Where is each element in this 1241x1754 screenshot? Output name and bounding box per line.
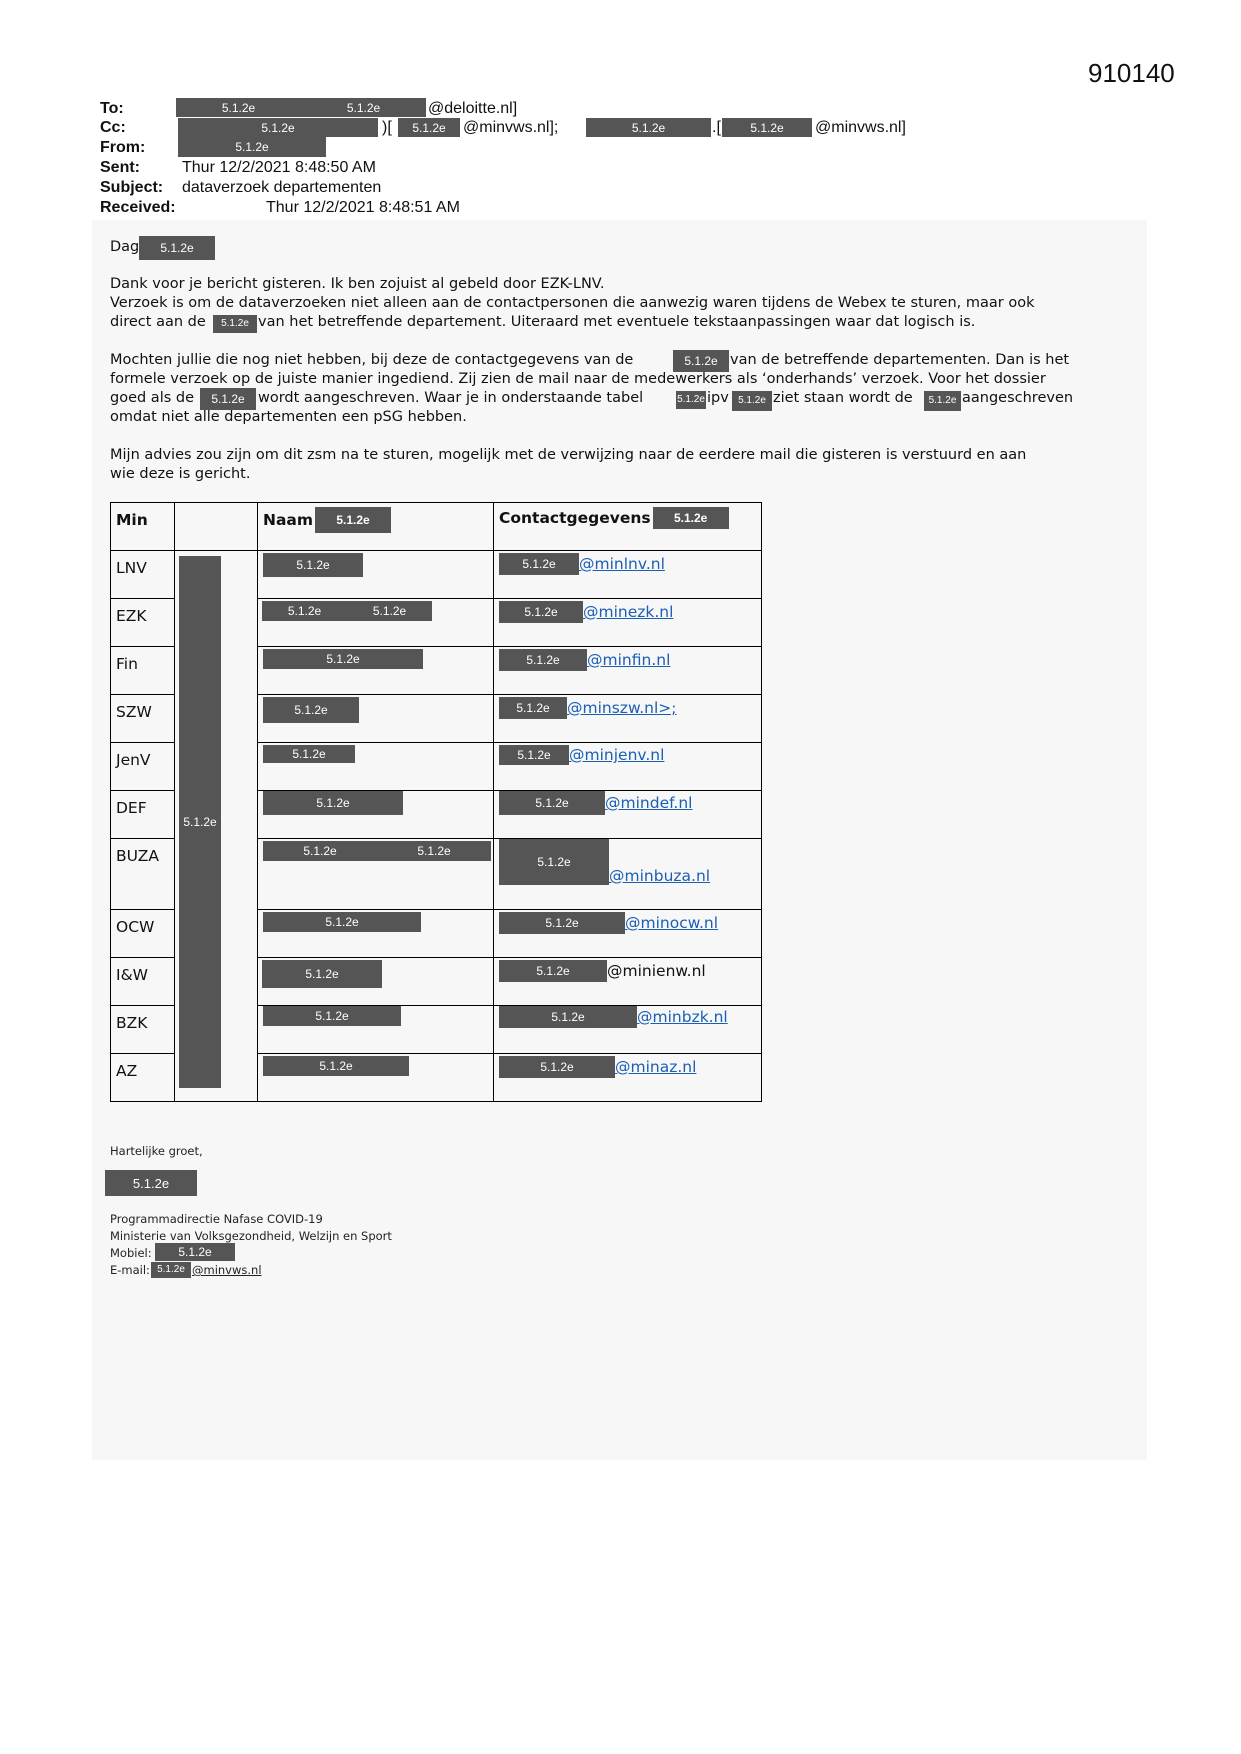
email-domain-link[interactable]: @minbuza.nl bbox=[609, 867, 711, 885]
redaction-p2-1: 5.1.2e bbox=[673, 350, 729, 372]
redaction-name: 5.1.2e bbox=[263, 791, 403, 815]
redaction-signature-name: 5.1.2e bbox=[105, 1170, 197, 1196]
para3-line1: Mijn advies zou zijn om dit zsm na te sturen, mogelijk met de verwijzing naar de eerdere mail die gisteren is verstuurd en aan bbox=[110, 447, 1027, 463]
redaction-name: 5.1.2e bbox=[263, 1006, 401, 1026]
redaction-greeting: 5.1.2e bbox=[139, 236, 215, 260]
email-domain-link[interactable]: @minjenv.nl bbox=[569, 746, 665, 764]
email-domain-link[interactable]: @minaz.nl bbox=[615, 1058, 697, 1076]
redaction-email: 5.1.2e bbox=[499, 697, 567, 719]
email-domain-link[interactable]: @minocw.nl bbox=[625, 914, 719, 932]
header-contact bbox=[494, 503, 762, 551]
org-line-1: Programmadirectie Nafase COVID-19 bbox=[110, 1212, 323, 1226]
row-min: OCW bbox=[116, 918, 155, 936]
redaction-email: 5.1.2e bbox=[499, 960, 607, 982]
email-domain-link[interactable]: @minlnv.nl bbox=[579, 555, 665, 573]
redaction-p2-3: 5.1.2e bbox=[676, 391, 706, 409]
redaction-cc-2: 5.1.2e bbox=[398, 118, 460, 137]
para1-line2: Verzoek is om de dataverzoeken niet alleen aan de contactpersonen die aanwezig waren tijdens de Webex te sturen, maar ook bbox=[110, 295, 1035, 311]
para1-line1: Dank voor je bericht gisteren. Ik ben zojuist al gebeld door EZK-LNV. bbox=[110, 276, 605, 292]
email-label: E-mail: bbox=[110, 1263, 150, 1277]
to-label: To: bbox=[100, 100, 124, 117]
email-domain-link[interactable]: @minbzk.nl bbox=[637, 1008, 728, 1026]
redaction-cc-1: 5.1.2e bbox=[178, 118, 378, 137]
received-value: Thur 12/2/2021 8:48:51 AM bbox=[266, 199, 460, 216]
header-min bbox=[111, 503, 175, 551]
para2-line2: formele verzoek op de juiste manier ingediend. Zij zien de mail naar de medewerkers als ‘onderhands’ verzoek. Voor het dossier bbox=[110, 371, 1046, 387]
para2-line3c: ipv bbox=[707, 390, 729, 406]
merged-column-cell bbox=[175, 551, 258, 1102]
para2-line3b: wordt aangeschreven. Waar je in onderstaande tabel bbox=[258, 390, 644, 406]
redaction-from: 5.1.2e bbox=[178, 137, 326, 157]
redaction-name: 5.1.2e bbox=[263, 1056, 409, 1076]
para1-line3a: direct aan de bbox=[110, 314, 206, 330]
redaction-email: 5.1.2e bbox=[499, 912, 625, 934]
row-min: JenV bbox=[116, 751, 151, 769]
cc-value: @minvws.nl] bbox=[815, 119, 906, 136]
table-header-row bbox=[111, 503, 762, 551]
header-min-label: Min bbox=[116, 511, 148, 529]
greeting: Dag bbox=[110, 239, 140, 255]
para2-line3a: goed als de bbox=[110, 390, 195, 406]
redaction-signature-email: 5.1.2e bbox=[151, 1262, 191, 1278]
row-min: EZK bbox=[116, 607, 147, 625]
row-min: LNV bbox=[116, 559, 147, 577]
redaction-p2-2: 5.1.2e bbox=[200, 388, 256, 410]
redaction-name: 5.1.2e bbox=[263, 912, 421, 932]
cc-bracket: )[ bbox=[382, 119, 392, 136]
signature-email-link[interactable]: @minvws.nl bbox=[192, 1263, 262, 1277]
redaction-p2-5: 5.1.2e bbox=[924, 391, 961, 411]
row-min: SZW bbox=[116, 703, 152, 721]
to-value: @deloitte.nl] bbox=[428, 100, 518, 117]
email-domain-link[interactable]: @minszw.nl>; bbox=[567, 699, 677, 717]
email-domain-text: @minienw.nl bbox=[607, 962, 706, 980]
header-blank bbox=[175, 503, 258, 551]
closing: Hartelijke groet, bbox=[110, 1144, 203, 1158]
redaction-mobile: 5.1.2e bbox=[155, 1243, 235, 1261]
contacts-table bbox=[110, 502, 762, 1102]
org-line-2: Ministerie van Volksgezondheid, Welzijn en Sport bbox=[110, 1229, 392, 1243]
redaction-naam-header: 5.1.2e bbox=[315, 507, 391, 533]
header-naam bbox=[258, 503, 494, 551]
redaction-email: 5.1.2e bbox=[499, 791, 605, 815]
redaction-name: 5.1.2e bbox=[263, 697, 359, 723]
mobile-label: Mobiel: bbox=[110, 1246, 152, 1260]
redaction-name: 5.1.2e bbox=[262, 960, 382, 988]
redaction-email: 5.1.2e bbox=[499, 839, 609, 885]
received-label: Received: bbox=[100, 199, 176, 216]
para3-line2: wie deze is gericht. bbox=[110, 466, 251, 482]
redaction-p2-4: 5.1.2e bbox=[732, 391, 772, 411]
row-min: BZK bbox=[116, 1014, 148, 1032]
redaction-name: 5.1.2e bbox=[263, 745, 355, 763]
cc-label: Cc: bbox=[100, 119, 126, 136]
redaction-name: 5.1.2e bbox=[263, 553, 363, 577]
para2-line3e: aangeschreven bbox=[962, 390, 1074, 406]
email-domain-link[interactable]: @minezk.nl bbox=[583, 603, 674, 621]
redaction-to: 5.1.2e 5.1.2e bbox=[176, 98, 426, 117]
redaction-name: 5.1.2e 5.1.2e bbox=[262, 601, 432, 621]
sent-label: Sent: bbox=[100, 159, 140, 176]
para2-line3d: ziet staan wordt de bbox=[773, 390, 913, 406]
cc-dot: .[ bbox=[712, 119, 721, 136]
redaction-p1: 5.1.2e bbox=[213, 315, 257, 333]
redaction-email: 5.1.2e bbox=[499, 1006, 637, 1028]
row-min: BUZA bbox=[116, 847, 159, 865]
para2-line1a: Mochten jullie die nog niet hebben, bij deze de contactgegevens van de bbox=[110, 352, 634, 368]
row-min: AZ bbox=[116, 1062, 138, 1080]
redaction-name: 5.1.2e bbox=[263, 649, 423, 669]
sent-value: Thur 12/2/2021 8:48:50 AM bbox=[182, 159, 376, 176]
cc-mid: @minvws.nl]; bbox=[463, 119, 559, 136]
document-number: 910140 bbox=[1088, 58, 1175, 88]
redaction-name: 5.1.2e 5.1.2e bbox=[263, 841, 491, 861]
redaction-email: 5.1.2e bbox=[499, 601, 583, 623]
para1-line3b: van het betreffende departement. Uiteraard met eventuele tekstaanpassingen waar dat logisch is. bbox=[258, 314, 976, 330]
para2-line1b: van de betreffende departementen. Dan is het bbox=[730, 352, 1070, 368]
header-contact-label: Contactgegevens bbox=[499, 509, 651, 527]
row-min: I&W bbox=[116, 966, 148, 984]
redaction-cc-4: 5.1.2e bbox=[722, 118, 812, 137]
email-domain-link[interactable]: @minfin.nl bbox=[587, 651, 671, 669]
from-label: From: bbox=[100, 139, 146, 156]
row-min: DEF bbox=[116, 799, 147, 817]
header-naam-label: Naam bbox=[263, 511, 314, 529]
redaction-email: 5.1.2e bbox=[499, 649, 587, 671]
redaction-email: 5.1.2e bbox=[499, 745, 569, 765]
subject-label: Subject: bbox=[100, 179, 164, 196]
subject-value: dataverzoek departementen bbox=[182, 179, 382, 196]
para2-line4: omdat niet alle departementen een pSG hebben. bbox=[110, 409, 467, 425]
email-domain-link[interactable]: @mindef.nl bbox=[605, 794, 693, 812]
row-min: Fin bbox=[116, 655, 138, 673]
redaction-cc-3: 5.1.2e bbox=[586, 118, 711, 137]
table-row bbox=[111, 551, 762, 599]
redaction-merged-column: 5.1.2e bbox=[179, 556, 221, 1088]
redaction-email: 5.1.2e bbox=[499, 553, 579, 575]
redaction-contact-header: 5.1.2e bbox=[653, 507, 729, 529]
redaction-email: 5.1.2e bbox=[499, 1056, 615, 1078]
